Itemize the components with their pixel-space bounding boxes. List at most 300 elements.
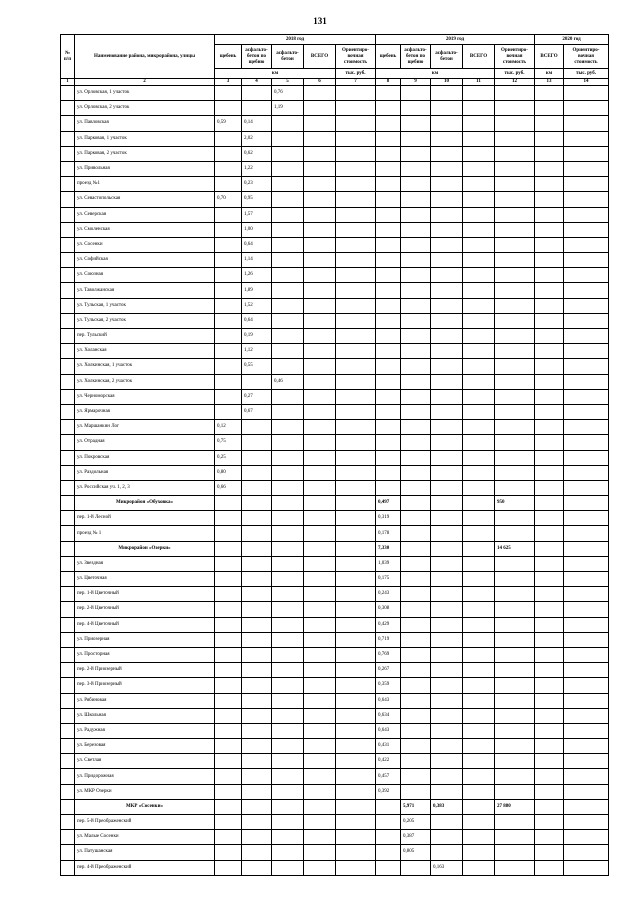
value-cell: [336, 739, 376, 754]
value-cell: [495, 359, 535, 374]
value-cell: [215, 298, 242, 313]
value-cell: [463, 177, 495, 192]
value-cell: [304, 693, 336, 708]
value-cell: [401, 131, 431, 146]
value-cell: 14 625: [495, 541, 535, 556]
value-cell: [431, 268, 463, 283]
value-cell: 1,52: [242, 298, 272, 313]
value-cell: 5,971: [401, 799, 431, 814]
value-cell: [463, 617, 495, 632]
value-cell: [336, 647, 376, 662]
value-cell: [431, 253, 463, 268]
street-name-cell: пер. 5-й Преображенский: [75, 815, 215, 830]
value-cell: [535, 207, 564, 222]
value-cell: [242, 587, 272, 602]
value-cell: [535, 754, 564, 769]
value-cell: [431, 344, 463, 359]
value-cell: 1,89: [242, 283, 272, 298]
value-cell: [304, 222, 336, 237]
value-cell: [535, 678, 564, 693]
row-number-cell: [61, 86, 75, 101]
value-cell: 0,175: [376, 572, 401, 587]
table-row: [61, 465, 609, 480]
value-cell: [304, 496, 336, 511]
value-cell: [376, 465, 401, 480]
value-cell: [215, 556, 242, 571]
value-cell: [215, 587, 242, 602]
section-row: [61, 541, 609, 556]
row-number-cell: [61, 739, 75, 754]
value-cell: [272, 435, 304, 450]
value-cell: [272, 404, 304, 419]
value-cell: [495, 298, 535, 313]
street-name-cell: ул. Севастопольская: [75, 192, 215, 207]
row-number-cell: [61, 253, 75, 268]
value-cell: [336, 177, 376, 192]
value-cell: [376, 86, 401, 101]
value-cell: [564, 435, 609, 450]
value-cell: 0,805: [401, 845, 431, 860]
value-cell: [376, 815, 401, 830]
value-cell: [535, 815, 564, 830]
value-cell: [242, 420, 272, 435]
value-cell: [272, 799, 304, 814]
value-cell: 1,22: [242, 161, 272, 176]
value-cell: [535, 177, 564, 192]
value-cell: [272, 116, 304, 131]
value-cell: [336, 815, 376, 830]
value-cell: [401, 754, 431, 769]
value-cell: [535, 161, 564, 176]
value-cell: [431, 237, 463, 252]
value-cell: [401, 283, 431, 298]
value-cell: [336, 146, 376, 161]
table-row: [61, 511, 609, 526]
street-name-cell: ул. Просторная: [75, 647, 215, 662]
value-cell: 27 880: [495, 799, 535, 814]
value-cell: 0,66: [215, 480, 242, 495]
value-cell: [564, 830, 609, 845]
column-number: 8: [376, 79, 401, 86]
row-number-cell: [61, 131, 75, 146]
table-row: [61, 602, 609, 617]
value-cell: [463, 359, 495, 374]
street-name-cell: проезд №1: [75, 177, 215, 192]
value-cell: [535, 541, 564, 556]
value-cell: 0,205: [401, 815, 431, 830]
page-number: 131: [313, 16, 327, 26]
road-works-table: [60, 34, 609, 876]
value-cell: [272, 268, 304, 283]
value-cell: [401, 101, 431, 116]
value-cell: [495, 556, 535, 571]
row-number-cell: [61, 602, 75, 617]
row-number-cell: [61, 815, 75, 830]
value-cell: [336, 511, 376, 526]
value-cell: [463, 541, 495, 556]
value-cell: [463, 86, 495, 101]
value-cell: [215, 222, 242, 237]
value-cell: 0,308: [376, 602, 401, 617]
value-cell: [535, 237, 564, 252]
value-cell: [564, 769, 609, 784]
street-name-cell: ул. Холкинская, 1 участок: [75, 359, 215, 374]
col-header-no: № п/п: [61, 35, 75, 79]
row-number-cell: [61, 313, 75, 328]
value-cell: [535, 739, 564, 754]
value-cell: [272, 389, 304, 404]
value-cell: [272, 131, 304, 146]
value-cell: [463, 192, 495, 207]
value-cell: [304, 830, 336, 845]
value-cell: 0,267: [376, 663, 401, 678]
value-cell: [215, 268, 242, 283]
value-cell: [564, 617, 609, 632]
value-cell: [304, 572, 336, 587]
row-number-cell: [61, 329, 75, 344]
value-cell: [463, 253, 495, 268]
value-cell: [401, 556, 431, 571]
value-cell: 0,319: [376, 511, 401, 526]
value-cell: [463, 708, 495, 723]
value-cell: 0,163: [431, 860, 463, 875]
value-cell: [535, 253, 564, 268]
value-cell: [376, 253, 401, 268]
value-cell: [564, 116, 609, 131]
value-cell: [215, 784, 242, 799]
value-cell: [401, 389, 431, 404]
value-cell: [272, 420, 304, 435]
value-cell: [495, 860, 535, 875]
street-name-cell: ул. Тульская, 2 участок: [75, 313, 215, 328]
value-cell: [463, 860, 495, 875]
value-cell: [401, 420, 431, 435]
value-cell: [463, 830, 495, 845]
value-cell: [463, 298, 495, 313]
row-number-cell: [61, 526, 75, 541]
value-cell: [431, 283, 463, 298]
value-cell: [535, 283, 564, 298]
value-cell: [564, 86, 609, 101]
value-cell: [535, 313, 564, 328]
value-cell: [535, 101, 564, 116]
value-cell: [495, 602, 535, 617]
value-cell: [336, 860, 376, 875]
value-cell: [564, 313, 609, 328]
value-cell: [376, 420, 401, 435]
value-cell: [564, 131, 609, 146]
value-cell: [215, 253, 242, 268]
value-cell: [535, 860, 564, 875]
table-row: [61, 253, 609, 268]
value-cell: [535, 192, 564, 207]
value-cell: [376, 192, 401, 207]
value-cell: [495, 313, 535, 328]
table-row: [61, 298, 609, 313]
row-number-cell: [61, 237, 75, 252]
value-cell: [272, 511, 304, 526]
row-number-cell: [61, 541, 75, 556]
value-cell: [272, 192, 304, 207]
value-cell: [272, 617, 304, 632]
value-cell: [564, 723, 609, 738]
value-cell: [495, 647, 535, 662]
value-cell: [564, 815, 609, 830]
value-cell: [376, 283, 401, 298]
value-cell: [304, 435, 336, 450]
table-row: [61, 192, 609, 207]
street-name-cell: ул. Малые Сосенки: [75, 830, 215, 845]
value-cell: [376, 313, 401, 328]
table-row: [61, 723, 609, 738]
value-cell: [376, 131, 401, 146]
value-cell: [272, 161, 304, 176]
table-body: [61, 86, 609, 876]
value-cell: [376, 404, 401, 419]
value-cell: [336, 359, 376, 374]
value-cell: 0,12: [215, 420, 242, 435]
value-cell: [564, 556, 609, 571]
value-cell: [401, 298, 431, 313]
value-cell: [304, 161, 336, 176]
value-cell: [336, 754, 376, 769]
value-cell: 0,431: [376, 739, 401, 754]
value-cell: [376, 344, 401, 359]
value-cell: [336, 222, 376, 237]
section-row: [61, 496, 609, 511]
value-cell: [564, 177, 609, 192]
value-cell: [564, 207, 609, 222]
value-cell: [495, 526, 535, 541]
table-row: [61, 146, 609, 161]
value-cell: [304, 723, 336, 738]
row-number-cell: [61, 845, 75, 860]
street-name-cell: ул. Цветочная: [75, 572, 215, 587]
value-cell: [215, 572, 242, 587]
col-header: асфальто-бетон: [272, 45, 304, 69]
value-cell: [304, 678, 336, 693]
value-cell: [304, 556, 336, 571]
value-cell: [401, 511, 431, 526]
row-number-cell: [61, 283, 75, 298]
value-cell: [401, 602, 431, 617]
value-cell: [215, 511, 242, 526]
value-cell: [215, 374, 242, 389]
value-cell: 0,383: [431, 799, 463, 814]
value-cell: [401, 647, 431, 662]
value-cell: [242, 101, 272, 116]
row-number-cell: [61, 177, 75, 192]
column-number: 2: [75, 79, 215, 86]
value-cell: [495, 344, 535, 359]
street-name-cell: ул. Патушанская: [75, 845, 215, 860]
value-cell: [242, 769, 272, 784]
value-cell: [242, 632, 272, 647]
value-cell: [304, 845, 336, 860]
value-cell: [564, 678, 609, 693]
value-cell: 0,429: [376, 617, 401, 632]
value-cell: [336, 192, 376, 207]
value-cell: [304, 86, 336, 101]
value-cell: [304, 237, 336, 252]
col-header: Ориентиро-вочная стоимость: [495, 45, 535, 69]
value-cell: [495, 465, 535, 480]
value-cell: [376, 450, 401, 465]
value-cell: [401, 465, 431, 480]
value-cell: [215, 541, 242, 556]
value-cell: [431, 541, 463, 556]
value-cell: [431, 647, 463, 662]
value-cell: [272, 663, 304, 678]
value-cell: [495, 678, 535, 693]
value-cell: [564, 161, 609, 176]
value-cell: [215, 283, 242, 298]
value-cell: [495, 830, 535, 845]
value-cell: [376, 207, 401, 222]
value-cell: [431, 222, 463, 237]
value-cell: [431, 404, 463, 419]
column-number: 11: [463, 79, 495, 86]
value-cell: [431, 298, 463, 313]
value-cell: [272, 344, 304, 359]
street-name-cell: ул. Орловская, 1 участок: [75, 86, 215, 101]
value-cell: [336, 693, 376, 708]
value-cell: [336, 131, 376, 146]
value-cell: [336, 283, 376, 298]
row-number-cell: [61, 161, 75, 176]
value-cell: [431, 708, 463, 723]
row-number-cell: [61, 617, 75, 632]
value-cell: [535, 663, 564, 678]
row-number-cell: [61, 450, 75, 465]
value-cell: [564, 572, 609, 587]
table-row: [61, 116, 609, 131]
street-name-cell: Микрорайон «Обуховка»: [75, 496, 215, 511]
row-number-cell: [61, 389, 75, 404]
value-cell: [564, 754, 609, 769]
column-number: 10: [431, 79, 463, 86]
value-cell: [463, 845, 495, 860]
row-number-cell: [61, 374, 75, 389]
column-number: 1: [61, 79, 75, 86]
value-cell: [535, 222, 564, 237]
value-cell: [336, 723, 376, 738]
value-cell: [272, 815, 304, 830]
value-cell: [242, 602, 272, 617]
value-cell: [463, 161, 495, 176]
value-cell: [463, 389, 495, 404]
value-cell: [376, 177, 401, 192]
value-cell: [495, 192, 535, 207]
value-cell: [463, 101, 495, 116]
value-cell: [564, 587, 609, 602]
value-cell: [495, 131, 535, 146]
street-name-cell: ул. Софийская: [75, 253, 215, 268]
value-cell: [401, 587, 431, 602]
value-cell: [431, 480, 463, 495]
street-name-cell: ул. Березовая: [75, 739, 215, 754]
value-cell: [336, 435, 376, 450]
value-cell: 0,643: [376, 723, 401, 738]
value-cell: [215, 86, 242, 101]
value-cell: [535, 511, 564, 526]
value-cell: [463, 207, 495, 222]
value-cell: [401, 374, 431, 389]
row-number-cell: [61, 207, 75, 222]
value-cell: [304, 101, 336, 116]
value-cell: [495, 632, 535, 647]
value-cell: [401, 860, 431, 875]
street-name-cell: пер. 2-й Цветочный: [75, 602, 215, 617]
value-cell: [215, 101, 242, 116]
value-cell: [304, 374, 336, 389]
column-number: 6: [304, 79, 336, 86]
table-row: [61, 161, 609, 176]
value-cell: [401, 313, 431, 328]
table-row: [61, 435, 609, 450]
street-name-cell: пер. 1-й Цветочный: [75, 587, 215, 602]
value-cell: [304, 389, 336, 404]
value-cell: [336, 344, 376, 359]
value-cell: [304, 754, 336, 769]
value-cell: [336, 784, 376, 799]
street-name-cell: ул. Придорожная: [75, 769, 215, 784]
value-cell: [495, 587, 535, 602]
value-cell: [495, 784, 535, 799]
value-cell: [431, 146, 463, 161]
value-cell: [304, 450, 336, 465]
value-cell: [401, 404, 431, 419]
value-cell: [401, 116, 431, 131]
value-cell: [401, 632, 431, 647]
table-row: [61, 268, 609, 283]
value-cell: [463, 526, 495, 541]
value-cell: [495, 177, 535, 192]
value-cell: [376, 799, 401, 814]
value-cell: [495, 253, 535, 268]
value-cell: [336, 496, 376, 511]
value-cell: [272, 177, 304, 192]
value-cell: [242, 86, 272, 101]
table-row: [61, 480, 609, 495]
value-cell: [564, 845, 609, 860]
value-cell: [495, 693, 535, 708]
street-name-cell: ул. МКР Озерки: [75, 784, 215, 799]
value-cell: [272, 237, 304, 252]
row-number-cell: [61, 420, 75, 435]
value-cell: [564, 632, 609, 647]
value-cell: [304, 480, 336, 495]
value-cell: [431, 177, 463, 192]
value-cell: [215, 496, 242, 511]
value-cell: [376, 860, 401, 875]
value-cell: [431, 450, 463, 465]
value-cell: [376, 830, 401, 845]
value-cell: [401, 723, 431, 738]
value-cell: [564, 420, 609, 435]
table-row: [61, 754, 609, 769]
value-cell: [535, 116, 564, 131]
value-cell: [535, 420, 564, 435]
value-cell: [376, 161, 401, 176]
value-cell: [401, 617, 431, 632]
value-cell: 0,70: [215, 192, 242, 207]
value-cell: 1,26: [242, 268, 272, 283]
value-cell: [376, 480, 401, 495]
value-cell: [272, 602, 304, 617]
value-cell: [376, 845, 401, 860]
value-cell: [564, 237, 609, 252]
